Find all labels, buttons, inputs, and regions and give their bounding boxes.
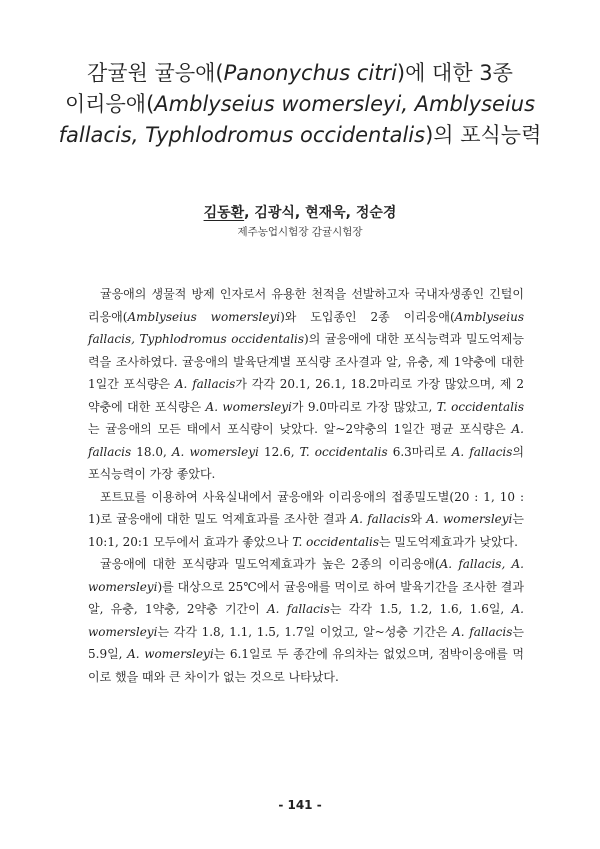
species-name: A. fallacis: [452, 624, 513, 639]
title-species-pest: Panonychus citri: [223, 61, 397, 85]
co-authors: , 김광식, 현재욱, 정순경: [244, 205, 397, 221]
title-text: )의 포식능력: [425, 123, 542, 147]
abstract-paragraph: [88, 553, 524, 688]
abstract-text: 가 각각 20.1, 26.1, 18.2마리로 가장 많았으며, 제 2약충에 대한 포식량은: [88, 377, 524, 414]
abstract-text: 귤응애에 대한 포식량과 밀도억제효과가 높은 2종의 이리응애(: [100, 557, 440, 571]
abstract-text: 는 각각 1.8, 1.1, 1.5, 1.7일 이었고, 알~성충 기간은: [157, 624, 453, 639]
title-text: )에 대한 3종: [396, 61, 513, 85]
species-name: T. occidentalis: [436, 399, 524, 414]
species-name: A. womersleyi: [205, 399, 292, 414]
abstract-text: 12.6,: [258, 444, 300, 459]
abstract-text: 6.3마리로: [387, 444, 452, 459]
species-name: A. fallacis: [451, 444, 513, 459]
abstract-text: )를 대상으로 25℃에서 귤응애를 먹이로 하여 발육기간을 조사한 결과 알, 유충, 1약충, 2약충 기간이: [88, 579, 524, 616]
author-list: [0, 202, 600, 222]
species-name: Amblyseius fallacis, Typhlodromus occidentalis: [88, 309, 524, 346]
title-species-predators: Amblyseius womersleyi, Amblyseius: [154, 92, 536, 116]
page-number: - 141 -: [278, 798, 322, 812]
affiliation: 제주농업시험장 감귤시험장: [237, 226, 363, 238]
species-name: Amblyseius womersleyi: [127, 309, 281, 324]
abstract-text: 는 귤응애의 모든 태에서 포식량이 낮았다. 알~2약충의 1일간 평균 포식량은: [88, 422, 512, 436]
species-name: A. fallacis: [350, 512, 411, 526]
abstract-text: 는 6.1일로 두 종간에 유의차는 없었으며, 점박이응애를 먹이로 했을 때와 큰 차이가 없는 것으로 나타났다.: [88, 647, 524, 684]
species-name: A. fallacis, A. womersleyi: [88, 557, 524, 594]
abstract-text: 포트묘를 이용하여 사육실내에서 귤응애와 이리응애의 접종밀도별(20 : 1, 10 : 1)로 귤응애에 대한 밀도 억제효과를 조사한 결과: [88, 489, 524, 526]
abstract-text: 의 포식능력이 가장 좋았다.: [88, 444, 524, 481]
abstract-text: )의 귤응애에 대한 포식능력과 밀도억제능력을 조사하였다. 귤응애의 발육단계별 포식량 조사결과 알, 유충, 제 1약충에 대한 1일간 포식량은: [88, 332, 524, 391]
title-text: 감귤원 귤응애(: [87, 61, 224, 85]
species-name: A. womersleyi: [426, 512, 513, 526]
abstract-text: 가 9.0마리로 가장 많았고,: [291, 399, 437, 414]
abstract-text: )와 도입종인 2종 이리응애(: [280, 309, 455, 324]
abstract-text: 와: [410, 512, 427, 526]
abstract-text: 는 5.9일,: [88, 624, 524, 661]
species-name: A. womersleyi: [88, 602, 524, 639]
species-name: A. fallacis: [88, 422, 524, 459]
abstract-paragraph: [88, 486, 524, 554]
title-species-predators: fallacis, Typhlodromus occidentalis: [58, 123, 426, 147]
abstract-text: 는 밀도억제효과가 낮았다.: [379, 534, 518, 549]
title-text: 이리응애(: [64, 92, 155, 116]
species-name: A. fallacis: [174, 377, 236, 391]
paper-title: [40, 58, 560, 151]
species-name: A. fallacis: [267, 602, 330, 616]
first-author: 김동환: [203, 205, 245, 221]
species-name: A. womersleyi: [127, 647, 214, 661]
abstract-text: 는 10:1, 20:1 모두에서 효과가 좋았으나: [88, 512, 524, 549]
species-name: T. occidentalis: [292, 534, 379, 549]
abstract: [88, 283, 524, 688]
species-name: A. womersleyi: [171, 444, 259, 459]
abstract-text: 18.0,: [131, 444, 172, 459]
abstract-text: 귤응애의 생물적 방제 인자로서 유용한 천적을 선발하고자 국내자생종인 긴털이리응애(: [88, 287, 524, 324]
species-name: T. occidentalis: [299, 444, 388, 459]
abstract-text: 는 각각 1.5, 1.2, 1.6, 1.6일,: [329, 602, 512, 616]
abstract-paragraph: [88, 283, 524, 486]
